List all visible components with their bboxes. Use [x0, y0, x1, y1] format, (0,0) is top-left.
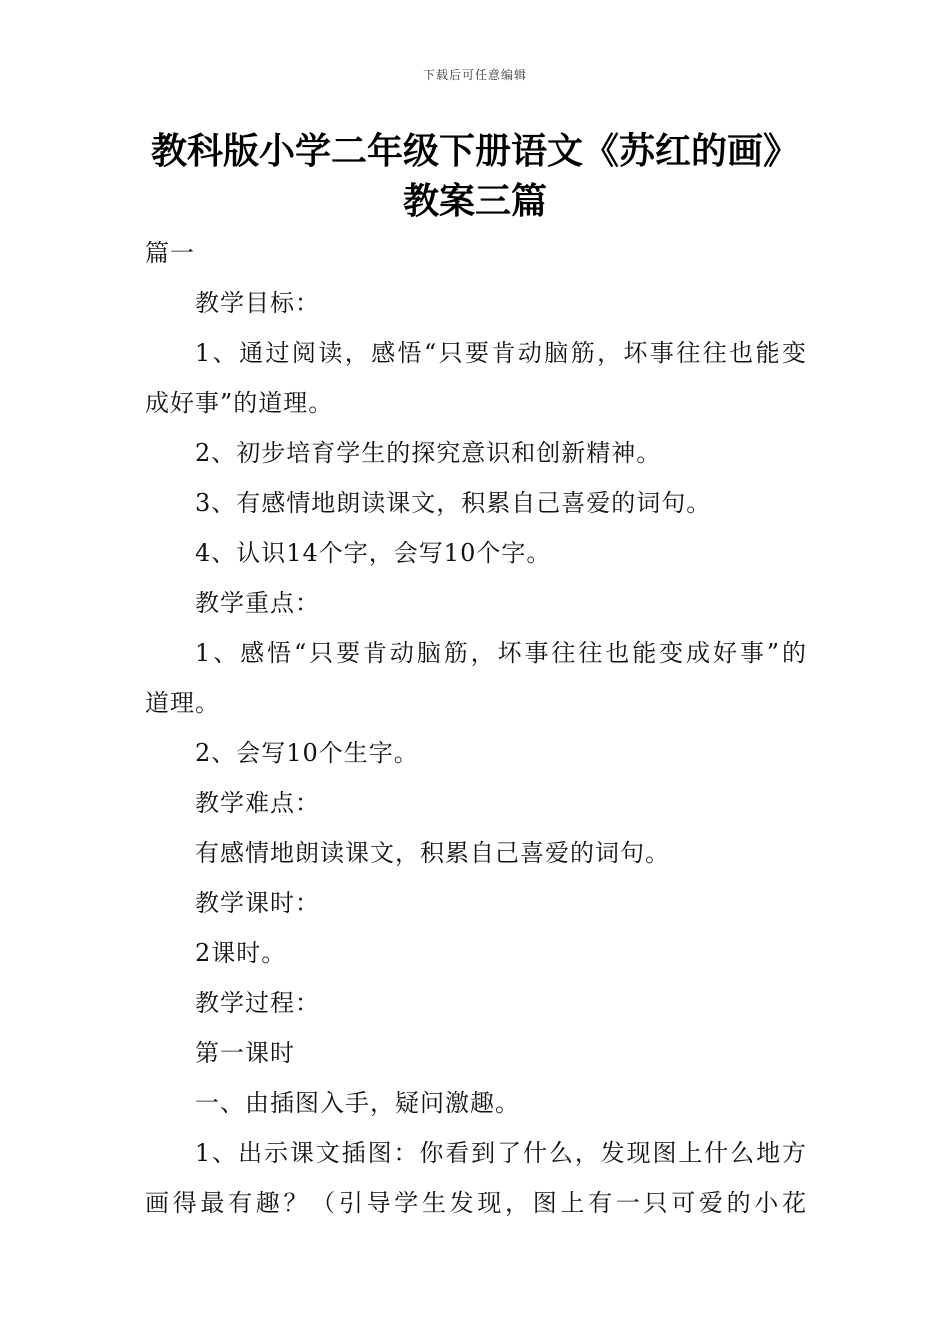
paragraph-line: 2课时。 — [195, 939, 287, 967]
paragraph-line: 2、会写10个生字。 — [195, 739, 419, 767]
header-note: 下载后可任意编辑 — [422, 68, 527, 82]
section-heading: 篇一 — [145, 239, 195, 267]
paragraph-line: 1、出示课文插图：你看到了什么，发现图上什么地方 — [195, 1139, 807, 1167]
paragraph-line: 教学难点： — [195, 789, 320, 817]
paragraph-line: 1、感悟“只要肯动脑筋，坏事往往也能变成好事”的 — [195, 639, 807, 667]
paragraph-line: 画得最有趣？（引导学生发现，图上有一只可爱的小花 — [145, 1189, 807, 1217]
paragraph-line: 有感情地朗读课文，积累自己喜爱的词句。 — [195, 839, 670, 867]
document-title-line-1: 教科版小学二年级下册语文《苏红的画》 — [150, 131, 799, 172]
paragraph-line: 1、通过阅读，感悟“只要肯动脑筋，坏事往往也能变 — [195, 339, 807, 367]
paragraph-line: 道理。 — [145, 689, 220, 717]
paragraph-line: 2、初步培育学生的探究意识和创新精神。 — [195, 439, 662, 467]
paragraph-line: 4、认识14个字，会写10个字。 — [195, 539, 552, 567]
paragraph-line: 教学课时： — [195, 889, 320, 917]
paragraph-line: 教学重点： — [195, 589, 320, 617]
document-title-line-2: 教案三篇 — [402, 181, 547, 222]
paragraph-line: 教学目标： — [195, 289, 320, 317]
paragraph-line: 一、由插图入手，疑问激趣。 — [195, 1089, 520, 1117]
document-body — [145, 228, 807, 1228]
paragraph-line: 第一课时 — [195, 1039, 295, 1067]
paragraph-line: 成好事”的道理。 — [145, 389, 334, 417]
paragraph-line: 3、有感情地朗读课文，积累自己喜爱的词句。 — [195, 489, 712, 517]
paragraph-line: 教学过程： — [195, 989, 320, 1017]
